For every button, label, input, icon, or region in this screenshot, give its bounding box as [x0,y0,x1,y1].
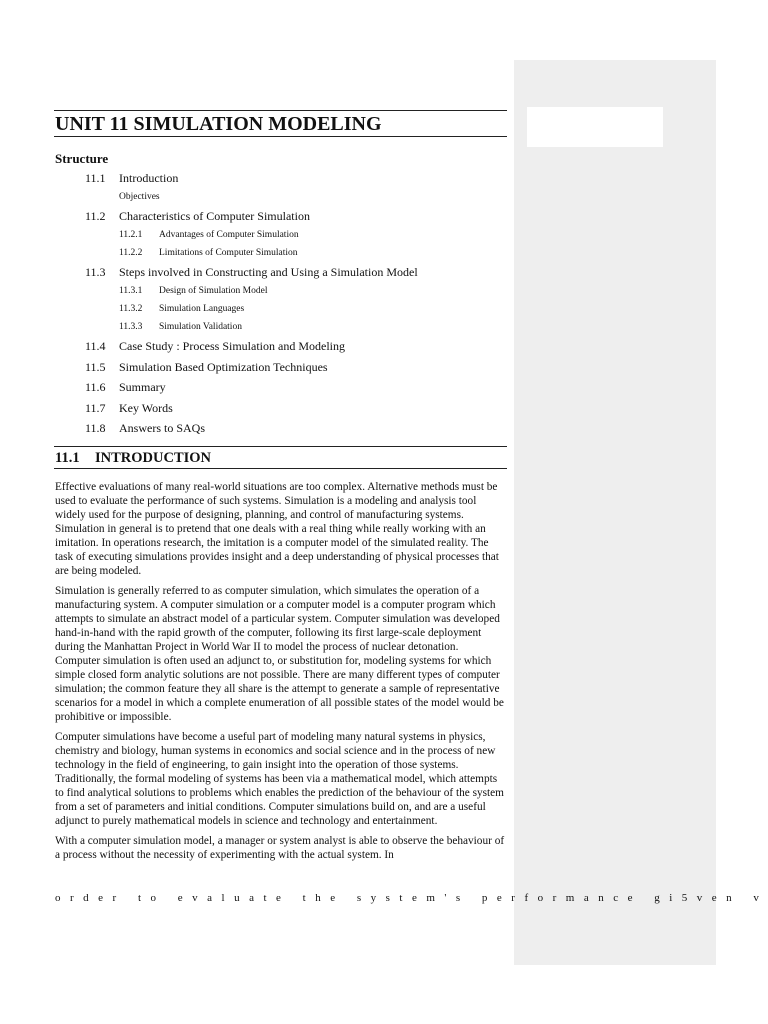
toc-item-text: Simulation Based Optimization Techniques [119,360,328,374]
paragraph: Computer simulations have become a useful part of modeling many natural systems in physics, chemistry and biology, human systems in economics and social science and in the process of new technology in the field of engineering, to gain insight into the operation of those systems. Traditionally, the formal modeling of systems has been via a mathematical model, which attempts to find analytical solutions to problems which enables the prediction of the behaviour of the system from a set of parameters and initial conditions. Computer simulations build on, and are a useful adjunct to purely mathematical models in science and technology and entertainment. [55,731,504,827]
toc-item-text: Key Words [119,401,173,415]
toc-item-number: 11.2 [85,209,106,223]
section-bottom-rule [54,468,507,469]
trailing-spaced-line: order to evaluate the system's performance gi5ven v [55,892,768,904]
toc-item-text: Characteristics of Computer Simulation [119,209,310,223]
toc-item-number: 11.2.1 [119,230,143,240]
toc-item-number: 11.3.2 [119,304,143,314]
toc-item-text: Limitations of Computer Simulation [159,248,298,258]
toc-item-text: Objectives [119,192,160,202]
toc-item-text: Simulation Languages [159,304,245,314]
paragraph: Simulation is generally referred to as computer simulation, which simulates the operation of a manufacturing system. A computer simulation or a computer model is a computer program which attempts to simulate an abstract model of a particular system. Computer simulation was developed hand-in-hand with the rapid growth of the computer, following its first large-scale deployment during the Manhattan Project in World War II to model the process of nuclear detonation. Computer simulation is often used an adjunct to, or substitution for, modeling systems for which simple closed form analytic solutions are not possible. There are many different types of computer simulation; the common feature they all share is the attempt to generate a sample of representative scenarios for a model in which a complete enumeration of all possible states of the model would be prohibitive or impossible. [55,585,504,723]
margin-notes-panel [514,60,716,965]
section-heading [55,450,211,467]
paragraph: Effective evaluations of many real-world situations are too complex. Alternative methods must be used to evaluate the performance of such systems. Simulation is a modeling and analysis tool widely used for the purpose of designing, planning, and control of manufacturing systems. Simulation in general is to pretend that one deals with a real thing while really working with an imitation. In operations research, the imitation is a computer model of the simulated reality. The task of executing simulations provides insight and a deep understanding of physical processes that are being modeled. [55,481,499,577]
toc-item-number: 11.8 [85,421,106,435]
toc-item-text: Answers to SAQs [119,421,206,435]
title-top-rule [54,110,507,111]
toc-item-number: 11.3.3 [119,322,143,332]
margin-blank-box [527,107,663,147]
toc-item-text: Case Study : Process Simulation and Modeling [119,339,345,353]
toc-item-text: Advantages of Computer Simulation [159,230,299,240]
toc-item-number: 11.5 [85,360,106,374]
toc-item-text: Summary [119,380,166,394]
toc-item-number: 11.2.2 [119,248,143,258]
section-number: 11.1 [55,450,80,466]
section-body [55,480,505,868]
toc-item-number: 11.7 [85,401,106,415]
title-bottom-rule [54,136,507,137]
paragraph: With a computer simulation model, a manager or system analyst is able to observe the behaviour of a process without the necessity of experimenting with the actual system. In [55,835,505,861]
section-top-rule [54,446,507,447]
toc-item-text: Introduction [119,171,179,185]
toc-item-text: Steps involved in Constructing and Using a Simulation Model [119,265,418,279]
unit-title: UNIT 11 SIMULATION MODELING [55,113,382,135]
toc-item-number: 11.3.1 [119,286,143,296]
structure-heading: Structure [55,151,109,166]
toc-item-number: 11.3 [85,265,106,279]
toc-item-number: 11.1 [85,171,106,185]
section-title-text: INTRODUCTION [95,450,212,466]
toc-item-text: Simulation Validation [159,322,242,332]
toc-item-number: 11.4 [85,339,106,353]
toc-item-number: 11.6 [85,380,106,394]
toc-item-text: Design of Simulation Model [159,286,268,296]
